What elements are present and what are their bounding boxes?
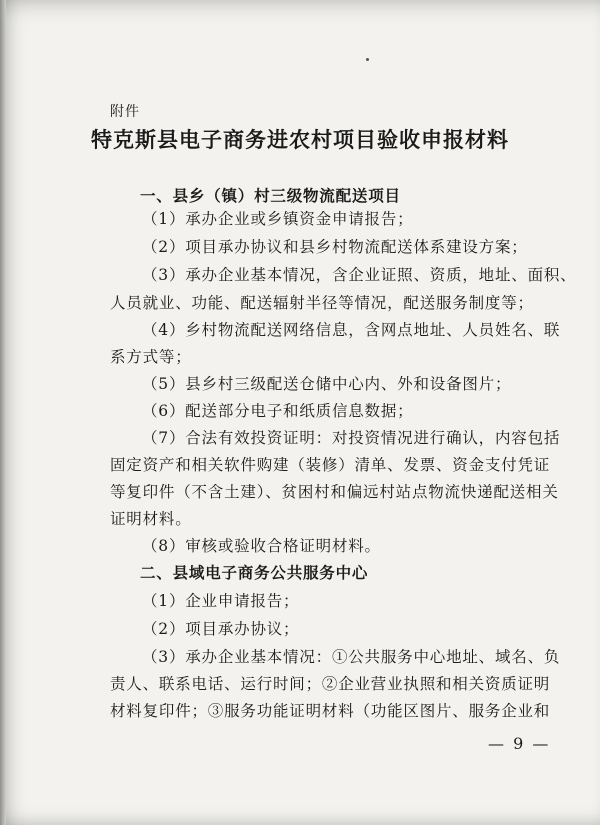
document-title: 特克斯县电子商务进农村项目验收申报材料 — [91, 127, 509, 152]
body-line: （1）企业申请报告； — [142, 592, 300, 610]
scan-dot — [366, 58, 369, 61]
body-line: （2）项目承办协议和县乡村物流配送体系建设方案； — [142, 238, 528, 256]
body-line: 证明材料。 — [110, 510, 192, 528]
body-line: 固定资产和相关软件购建（装修）清单、发票、资金支付凭证 — [110, 456, 551, 474]
body-line: 人员就业、功能、配送辐射半径等情况，配送服务制度等； — [110, 294, 534, 312]
body-line: （6）配送部分电子和纸质信息数据； — [142, 402, 414, 420]
body-line: 材料复印件；③服务功能证明材料（功能区图片、服务企业和 — [110, 702, 551, 720]
body-line: （8）审核或验收合格证明材料。 — [142, 537, 381, 555]
body-line: 责人、联系电话、运行时间；②企业营业执照和相关资质证明 — [110, 675, 551, 693]
body-line: （3）承办企业基本情况：①公共服务中心地址、域名、负 — [142, 648, 561, 666]
body-line: （3）承办企业基本情况，含企业证照、资质，地址、面积、 — [142, 266, 577, 284]
body-line: 系方式等； — [110, 348, 192, 366]
body-line: （5）县乡村三级配送仓储中心内、外和设备图片； — [142, 375, 512, 393]
body-line: （7）合法有效投资证明：对投资情况进行确认，内容包括 — [142, 429, 561, 447]
body-line: （1）承办企业或乡镇资金申请报告； — [142, 210, 414, 228]
body-line: （2）项目承办协议； — [142, 620, 300, 638]
body-line: （4）乡村物流配送网络信息，含网点地址、人员姓名、联 — [142, 321, 561, 339]
page-number: — 9 — — [488, 734, 551, 753]
section-heading-service-center: 二、县域电子商务公共服务中心 — [140, 563, 369, 582]
section-heading-logistics: 一、县乡（镇）村三级物流配送项目 — [140, 186, 401, 205]
annex-label: 附件 — [110, 104, 140, 120]
body-line: 等复印件（不含土建）、贫困村和偏远村站点物流快递配送相关 — [110, 483, 559, 501]
